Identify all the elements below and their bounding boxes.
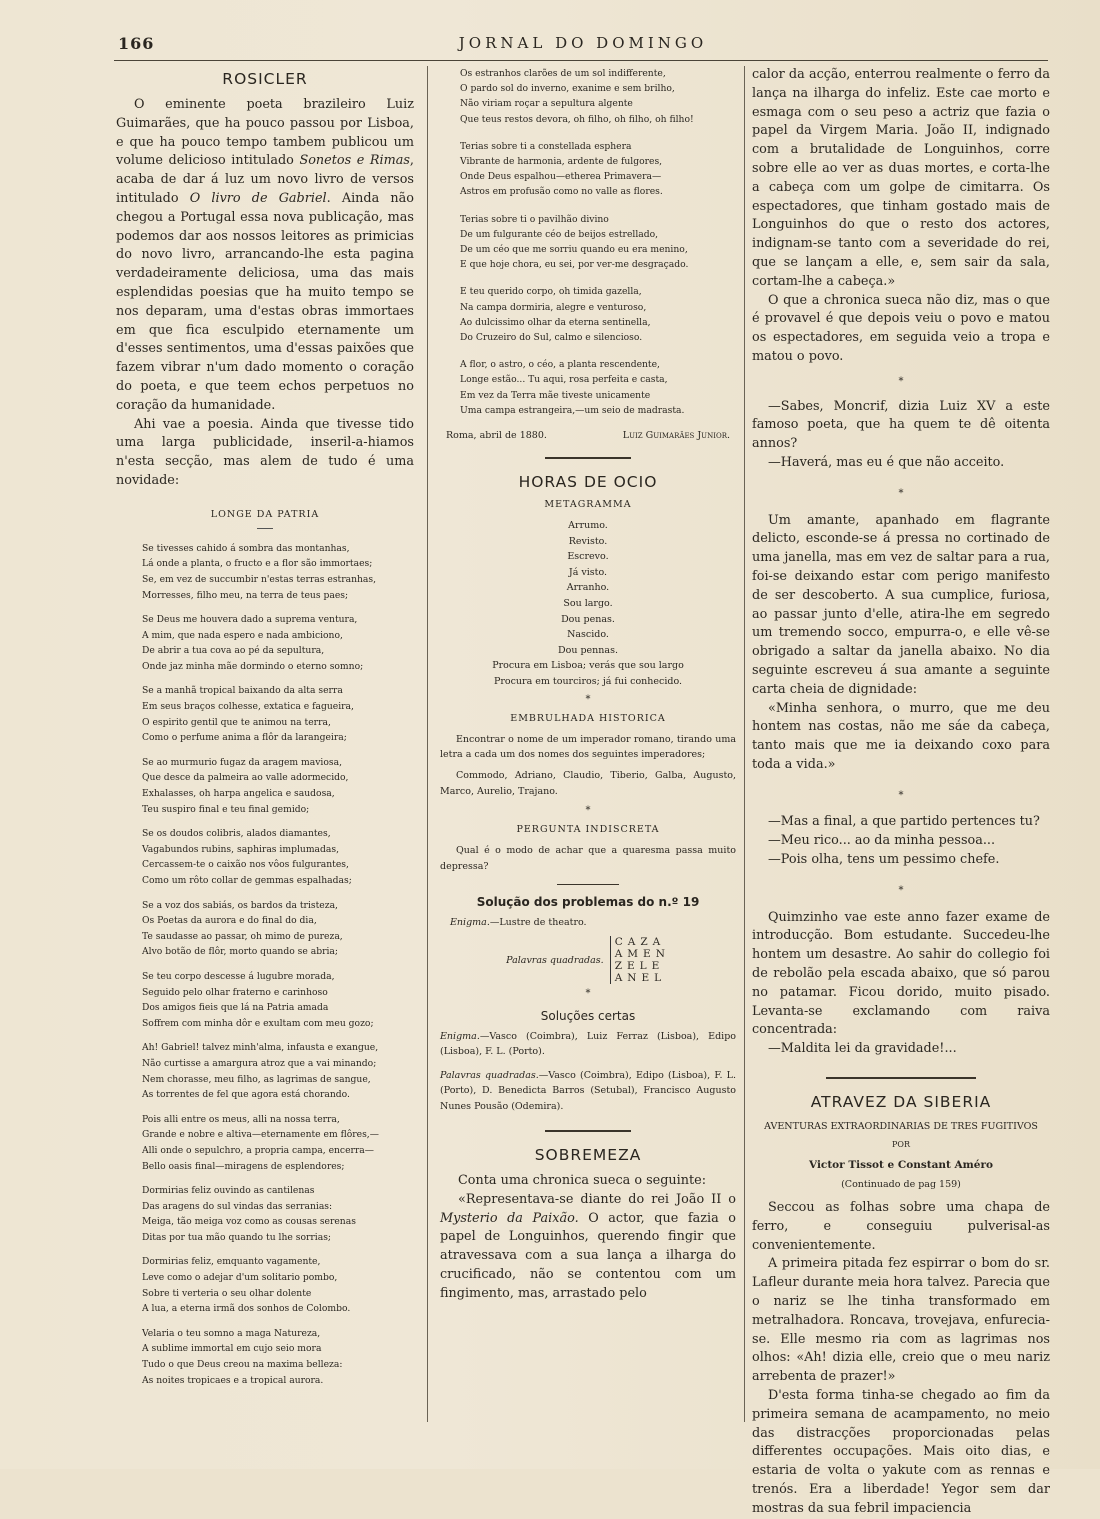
star-separator: *	[585, 988, 591, 1000]
poem-line: Velaria o teu somno a maga Natureza,	[142, 1327, 321, 1339]
certas-palavras-text: —Vasco (Coimbra), Edipo (Lisboa), F. L. (Porto), D. Benedicta Barros (Setubal), Francisco Augusto Nunes Pousão (Odemira).	[440, 1069, 736, 1112]
poem-line: E que hoje chora, eu sei, por ver-me desgraçado.	[460, 259, 689, 271]
poem-line: Se os doudos colibris, alados diamantes,	[142, 828, 331, 840]
poem-line: Em vez da Terra mãe tiveste unicamente	[460, 389, 651, 401]
poem-line: Se a voz dos sabiás, os bardos da tristeza,	[142, 899, 338, 911]
metagramma-line: Já visto.	[568, 566, 608, 578]
sobremeza-continuation	[752, 66, 1050, 1059]
square-row: CAZA	[614, 936, 666, 949]
intro-paragraph: O eminente poeta brazileiro Luiz Guimarães, que ha pouco passou por Lisboa, e que ha pouco tempo tambem publicou um volume delicioso intitulado Sonetos e Rimas, acaba de dar á luz um novo livro de versos intitulado O livro de Gabriel. Ainda não chegou a Portugal essa nova publicação, mas podemos dar aos nossos leitores as primicias do novo livro, arrancando-lhe esta pagina verdadeiramente deliciosa, uma das mais esplendidas poesias que ha muito tempo se nos deparam, uma d'estas obras immortaes em que fica esculpido eternamente um d'esses sentimentos, uma d'essas paixões que fazem vibrar n'um dado momento o coração do poeta, e que teem echos perpetuos no coração da humanidade.	[116, 97, 414, 413]
embrulhada-title: EMBRULHADA HISTORICA	[510, 712, 666, 724]
poem-line: Dos amigos fieis que lá na Patria amada	[142, 1002, 329, 1014]
poem-line: Que teus restos devora, oh filho, oh filho, oh filho!	[460, 113, 694, 125]
siberia-text	[752, 1199, 1050, 1519]
star-separator: *	[898, 487, 904, 499]
square-row: ZELE	[614, 960, 665, 973]
poem-line: Como um rôto collar de gemmas espalhadas;	[142, 875, 352, 887]
poem-stanza	[142, 969, 414, 1031]
metagramma-line: Sou largo.	[563, 598, 613, 610]
poem-line: Dormirias feliz, emquanto vagamente,	[142, 1256, 321, 1268]
certas-enigma-text: —Vasco (Coimbra), Luiz Ferraz (Lisboa), Edipo (Lisboa), F. L. (Porto).	[440, 1031, 736, 1058]
poem-stanza	[142, 826, 414, 888]
poem-line: As noites tropicaes e a tropical aurora.	[142, 1374, 324, 1386]
poem-line: Onde jaz minha mãe dormindo o eterno somno;	[142, 660, 364, 672]
metagramma-line: Escrevo.	[567, 551, 609, 563]
embrulhada-names: Commodo, Adriano, Claudio, Tiberio, Galba, Augusto, Marco, Aurelio, Trajano.	[440, 770, 736, 797]
poem-stanza	[142, 1183, 414, 1245]
metagramma-line: Dou pennas.	[558, 644, 618, 656]
poem-line: De um fulgurante céo de beijos estrellado,	[460, 228, 659, 240]
dialog-line: —Meu rico... ao da minha pessoa...	[768, 833, 996, 849]
section-separator	[826, 1077, 976, 1079]
paragraph: «Minha senhora, o murro, que me deu hontem nas costas, não me sáe da cabeça, tanto mais que me ia deixando coxo para toda a vida.»	[752, 700, 1050, 772]
poem-line: O espirito gentil que te animou na terra,	[142, 716, 331, 728]
poem-stanza	[142, 755, 414, 817]
poem-stanza	[142, 1326, 414, 1388]
star-separator: *	[898, 789, 904, 801]
poem-line: Longe estão... Tu aqui, rosa perfeita e casta,	[460, 374, 668, 386]
poem-line: Terias sobre ti a constellada esphera	[460, 140, 632, 152]
poem-line: Exhalasses, oh harpa angelica e saudosa,	[142, 788, 335, 800]
poem-line: Que desce da palmeira ao valle adormecido,	[142, 772, 349, 784]
poem-line: Te saudasse ao passar, oh mimo de pureza,	[142, 930, 343, 942]
metagramma-title: METAGRAMMA	[544, 499, 632, 511]
poem-line: Onde Deus espalhou—etherea Primavera—	[460, 171, 662, 183]
poem-line: Ao dulcissimo olhar da eterna sentinella,	[460, 316, 651, 328]
poem-stanza	[142, 612, 414, 674]
metagramma	[440, 518, 736, 690]
star-separator: *	[585, 805, 591, 817]
column-divider	[744, 66, 745, 1422]
poem-line: O pardo sol do inverno, exanime e sem brilho,	[460, 83, 675, 95]
page-number: 166	[118, 34, 155, 53]
paragraph: A primeira pitada fez espirrar o bom do sr. Lafleur durante meia hora talvez. Parecia que o nariz se lhe tinha transformado em metralhadora. Roncava, trovejava, enfurecia-se. Elle mesmo ria com as lagrimas nos olhos: «Ah! dizia elle, creio que o meu nariz arrebenta de prazer!»	[752, 1256, 1050, 1385]
poem-line: Na campa dormiria, alegre e venturoso,	[460, 301, 647, 313]
poem-title: LONGE DA PATRIA	[210, 508, 320, 520]
pergunta-title: PERGUNTA INDISCRETA	[516, 824, 660, 836]
poem-line: Alvo botão de flôr, morto quando se abria;	[142, 946, 339, 958]
solucao-title: Solução dos problemas do n.º 19	[476, 895, 700, 910]
poem-line: As torrentes de fel que agora está chorando.	[142, 1089, 350, 1101]
poem-signoff	[446, 430, 730, 441]
square-row: AMEN	[614, 948, 670, 961]
poem-line: Soffrem com minha dôr e exultam com meu gozo;	[142, 1017, 374, 1029]
poem-line: De um céo que me sorriu quando eu era menino,	[460, 244, 688, 256]
star-separator: *	[898, 884, 904, 896]
poem-line: Não curtisse a amargura atroz que a vai minando;	[142, 1057, 377, 1069]
poem-stanza	[142, 541, 414, 603]
book-title: Sonetos e Rimas	[299, 153, 410, 169]
poem-line: Pois alli entre os meus, alli na nossa terra,	[142, 1113, 340, 1125]
poem-line: Sobre ti verteria o seu olhar dolente	[142, 1287, 312, 1299]
dialog-line: —Pois olha, tens um pessimo chefe.	[768, 852, 1000, 868]
poem-line: A flor, o astro, o céo, a planta rescendente,	[460, 359, 660, 371]
paragraph: O que a chronica sueca não diz, mas o que é provavel é que depois veiu o povo e matou os espectadores, em seguida veio a tropa e matou o povo.	[752, 292, 1050, 364]
dialog-line: —Mas a final, a que partido pertences tu?	[768, 814, 1040, 830]
enigma-answer: —Lustre de theatro.	[489, 917, 587, 929]
poem-line: Bello oasis final—miragens de esplendores;	[142, 1160, 345, 1172]
poem-line: Alli onde o sepulchro, a propria campa, encerra—	[142, 1144, 374, 1156]
small-separator	[557, 884, 619, 885]
poem-line: E teu querido corpo, oh timida gazella,	[460, 286, 642, 298]
poem-continuation	[460, 66, 736, 418]
text-run: O actor, que fazia o papel de Longuinhos, querendo fingir que atravessava com a sua lança a ilharga do crucificado, não se contentou com um fingimento, mas, arrastado pelo	[440, 1210, 736, 1301]
enigma-solution	[450, 915, 736, 930]
poem-stanza	[142, 1040, 414, 1102]
poem-stanza	[142, 683, 414, 745]
poem-line: A mim, que nada espero e nada ambiciono,	[142, 629, 343, 641]
poem-line: Se Deus me houvera dado a suprema ventura,	[142, 614, 358, 626]
title-rule	[257, 528, 273, 529]
poem-line: Teu suspiro final e teu final gemido;	[142, 803, 310, 815]
poem-line: Das aragens do sul vindas das serranias:	[142, 1200, 333, 1212]
rosicler-intro	[116, 96, 414, 491]
rosicler-title: ROSICLER	[222, 70, 308, 88]
metagramma-line: Dou penas.	[561, 613, 615, 625]
certas-enigma-label: Enigma.	[440, 1031, 480, 1043]
sobremeza-paragraph: Conta uma chronica sueca o seguinte:	[458, 1173, 707, 1189]
embrulhada-text: Encontrar o nome de um imperador romano, tirando uma letra a cada um dos nomes dos seguintes imperadores;	[440, 733, 736, 760]
journal-title: JORNAL DO DOMINGO	[458, 34, 708, 52]
word-square-solution	[440, 936, 736, 984]
header-rule	[114, 60, 1048, 61]
siberia-authors: Victor Tissot e Constant Améro	[808, 1159, 994, 1172]
sobremeza-title: SOBREMEZA	[534, 1146, 642, 1165]
poem-line: Vibrante de harmonia, ardente de fulgores,	[460, 156, 663, 168]
poem-line: A sublime immortal em cujo seio mora	[142, 1343, 322, 1355]
poem-longe-da-patria	[142, 541, 414, 1389]
poem-line: Vagabundos rubins, saphiras implumadas,	[142, 843, 339, 855]
certas-palavras	[440, 1068, 736, 1114]
poem-stanza	[460, 284, 736, 345]
poem-stanza	[460, 212, 736, 273]
certas-palavras-label: Palavras quadradas.	[440, 1069, 539, 1081]
column-1	[116, 66, 414, 1426]
poem-stanza	[460, 357, 736, 418]
poem-line: Se, em vez de succumbir n'estas terras estranhas,	[142, 573, 377, 585]
square-row: ANEL	[614, 972, 667, 985]
column-divider	[427, 66, 428, 1422]
continued-paragraph: calor da acção, enterrou realmente o ferro da lança na ilharga do infeliz. Este cae morto e esmaga com o seu peso a actriz que fazia o papel da Virgem Maria. João II, indignado com a brutalidade de Longuinhos, corre sobre elle ao ver as duas mortes, e corta-lhe a cabeça com um golpe de cimitarra. Os espectadores, que tinham gostado mais de Longuinhos do que o resto dos actores, indignam-se tanto com a severidade do rei, que se lançam a elle, e, sem sair da sala, cortam-lhe a cabeça.»	[752, 67, 1050, 289]
poem-line: Seguido pelo olhar fraterno e carinhoso	[142, 986, 328, 998]
square-label: Palavras quadradas.	[506, 954, 604, 966]
page-header	[118, 34, 1048, 56]
poem-line: Em seus braços colhesse, extatica e fagueira,	[142, 701, 354, 713]
siberia-title: ATRAVEZ DA SIBERIA	[810, 1093, 992, 1112]
certas-enigma	[440, 1029, 736, 1060]
siberia-subtitle: AVENTURAS EXTRAORDINARIAS DE TRES FUGITIVOS	[764, 1121, 1038, 1133]
poem-line: Os Poetas da aurora e do final do dia,	[142, 915, 317, 927]
poem-line: Morresses, filho meu, na terra de teus paes;	[142, 589, 349, 601]
poem-line: Astros em profusão como no valle as flores.	[460, 186, 663, 198]
poem-line: Nem chorasse, meu filho, as lagrimas de sangue,	[142, 1073, 371, 1085]
paragraph: Seccou as folhas sobre uma chapa de ferro, e conseguiu pulverisal-as convenientemente.	[752, 1200, 1050, 1253]
poem-line: Tudo o que Deus creou na maxima belleza:	[142, 1359, 343, 1371]
dialog-line: —Sabes, Moncrif, dizia Luiz XV a este famoso poeta, que ha quem te dê oitenta annos?	[752, 398, 1050, 452]
metagramma-hint: Procura em tourciros; já fui conhecido.	[493, 676, 683, 687]
intro-paragraph: Ahi vae a poesia. Ainda que tivesse tido uma larga publicidade, inseril-a-hiamos n'esta secção, mas alem de tudo é uma novidade:	[116, 416, 414, 488]
metagramma-line: Arrumo.	[568, 520, 608, 532]
poem-line: A lua, a eterna irmã dos sonhos de Colombo.	[142, 1303, 351, 1315]
siberia-por: POR	[892, 1140, 910, 1150]
poem-line: Como o perfume anima a flôr da larangeira;	[142, 732, 347, 744]
column-3	[752, 66, 1050, 1516]
dialog-moncrif	[752, 398, 1050, 473]
sobremeza-text	[440, 1172, 736, 1304]
sobremeza-paragraph	[440, 1191, 736, 1304]
text-run: «Representava-se diante do rei João II o	[458, 1191, 736, 1207]
poet-signature: Luiz Guimarães Junior.	[622, 430, 730, 442]
paragraph: —Maldita lei da gravidade!...	[768, 1041, 957, 1057]
column-2	[440, 66, 736, 1426]
poem-line: Terias sobre ti o pavilhão divino	[460, 213, 609, 225]
metagramma-hint: Procura em Lisboa; verás que sou largo	[492, 660, 684, 672]
star-separator: *	[898, 375, 904, 387]
metagramma-line: Arranho.	[566, 582, 610, 594]
metagramma-line: Revisto.	[568, 535, 608, 547]
poem-line: Se a manhã tropical baixando da alta serra	[142, 685, 343, 697]
metagramma-line: Nascido.	[567, 629, 609, 641]
section-separator	[545, 457, 631, 459]
poem-line: Se teu corpo descesse á lugubre morada,	[142, 970, 335, 982]
poem-line: Do Cruzeiro do Sul, calmo e silencioso.	[460, 332, 643, 344]
poem-stanza	[460, 66, 736, 127]
poem-line: Não viriam roçar a sepultura algente	[460, 98, 633, 110]
star-separator: *	[585, 693, 591, 705]
paragraph: Quimzinho vae este anno fazer exame de introducção. Bom estudante. Succedeu-lhe hontem um desastre. Ao sahir do collegio foi de rebolão pela escada abaixo, que só parou no patamar. Ficou dorido, muito pisado. Levanta-se exclamando com raiva concentrada:	[752, 909, 1050, 1038]
paragraph: Um amante, apanhado em flagrante delicto, esconde-se á pressa no cortinado de uma janella, mas em vez de saltar para a rua, foi-se deixando estar com perigo manifesto de ser descoberto. A sua cumplice, furiosa, ao passar junto d'elle, atira-lhe em segredo um tremendo socco, empurra-o, e elle vê-se obrigado a saltar da janella abaixo. No dia seguinte escreveu á sua amante a seguinte carta cheia de dignidade:	[752, 512, 1050, 697]
poem-stanza	[142, 898, 414, 960]
poem-line: Lá onde a planta, o fructo e a flor são immortaes;	[142, 558, 373, 570]
poem-line: Ditas por tua mão quando tu lhe sorrias;	[142, 1231, 332, 1243]
siberia-continued: (Continuado de pag 159)	[841, 1179, 961, 1191]
poem-stanza	[142, 1112, 414, 1174]
poem-line: Ah! Gabriel! talvez minh'alma, infausta e exangue,	[142, 1042, 379, 1054]
poem-line: Dormirias feliz ouvindo as cantilenas	[142, 1185, 315, 1197]
poem-line: Se tivesses cahido á sombra das montanhas,	[142, 542, 350, 554]
place-date: Roma, abril de 1880.	[446, 430, 547, 442]
dialog-partido	[752, 813, 1050, 869]
dialog-line: —Haverá, mas eu é que não acceito.	[768, 454, 1005, 470]
poem-line: Se ao murmurio fugaz da aragem maviosa,	[142, 756, 342, 768]
paragraph: D'esta forma tinha-se chegado ao fim da primeira semana de acampamento, no meio das distracções proporcionadas pelas differentes occupações. Mais oito dias, e estaria de volta o yakute com as rennas e trenós. Era a liberdade! Yegor sem dar mostras da sua febril impaciencia	[752, 1388, 1050, 1516]
horas-de-ocio-title: HORAS DE OCIO	[518, 473, 658, 492]
poem-line: Os estranhos clarões de um sol indifferente,	[460, 68, 666, 79]
pergunta-text: Qual é o modo de achar que a quaresma passa muito depressa?	[440, 845, 736, 872]
solucoes-certas-title: Soluções certas	[540, 1009, 636, 1024]
poem-line: Grande e nobre e altiva—eternamente em flôres,—	[142, 1129, 379, 1141]
enigma-label: Enigma.	[450, 917, 490, 929]
poem-line: Uma campa estrangeira,—um seio de madrasta.	[460, 404, 685, 416]
section-separator	[545, 1130, 631, 1132]
poem-stanza	[142, 1254, 414, 1316]
metagramma-lines	[440, 518, 736, 658]
word-square	[610, 936, 670, 984]
book-title: O livro de Gabriel	[189, 190, 327, 206]
poem-line: Meiga, tão meiga voz como as cousas serenas	[142, 1216, 356, 1228]
poem-line: Cercassem-te o caixão nos vôos fulgurantes,	[142, 859, 349, 871]
poem-line: De abrir a tua cova ao pé da sepultura,	[142, 645, 325, 657]
italic-title: Mysterio da Paixão.	[440, 1210, 579, 1226]
poem-stanza	[460, 139, 736, 200]
poem-line: Leve como o adejar d'um solitario pombo,	[142, 1272, 338, 1284]
